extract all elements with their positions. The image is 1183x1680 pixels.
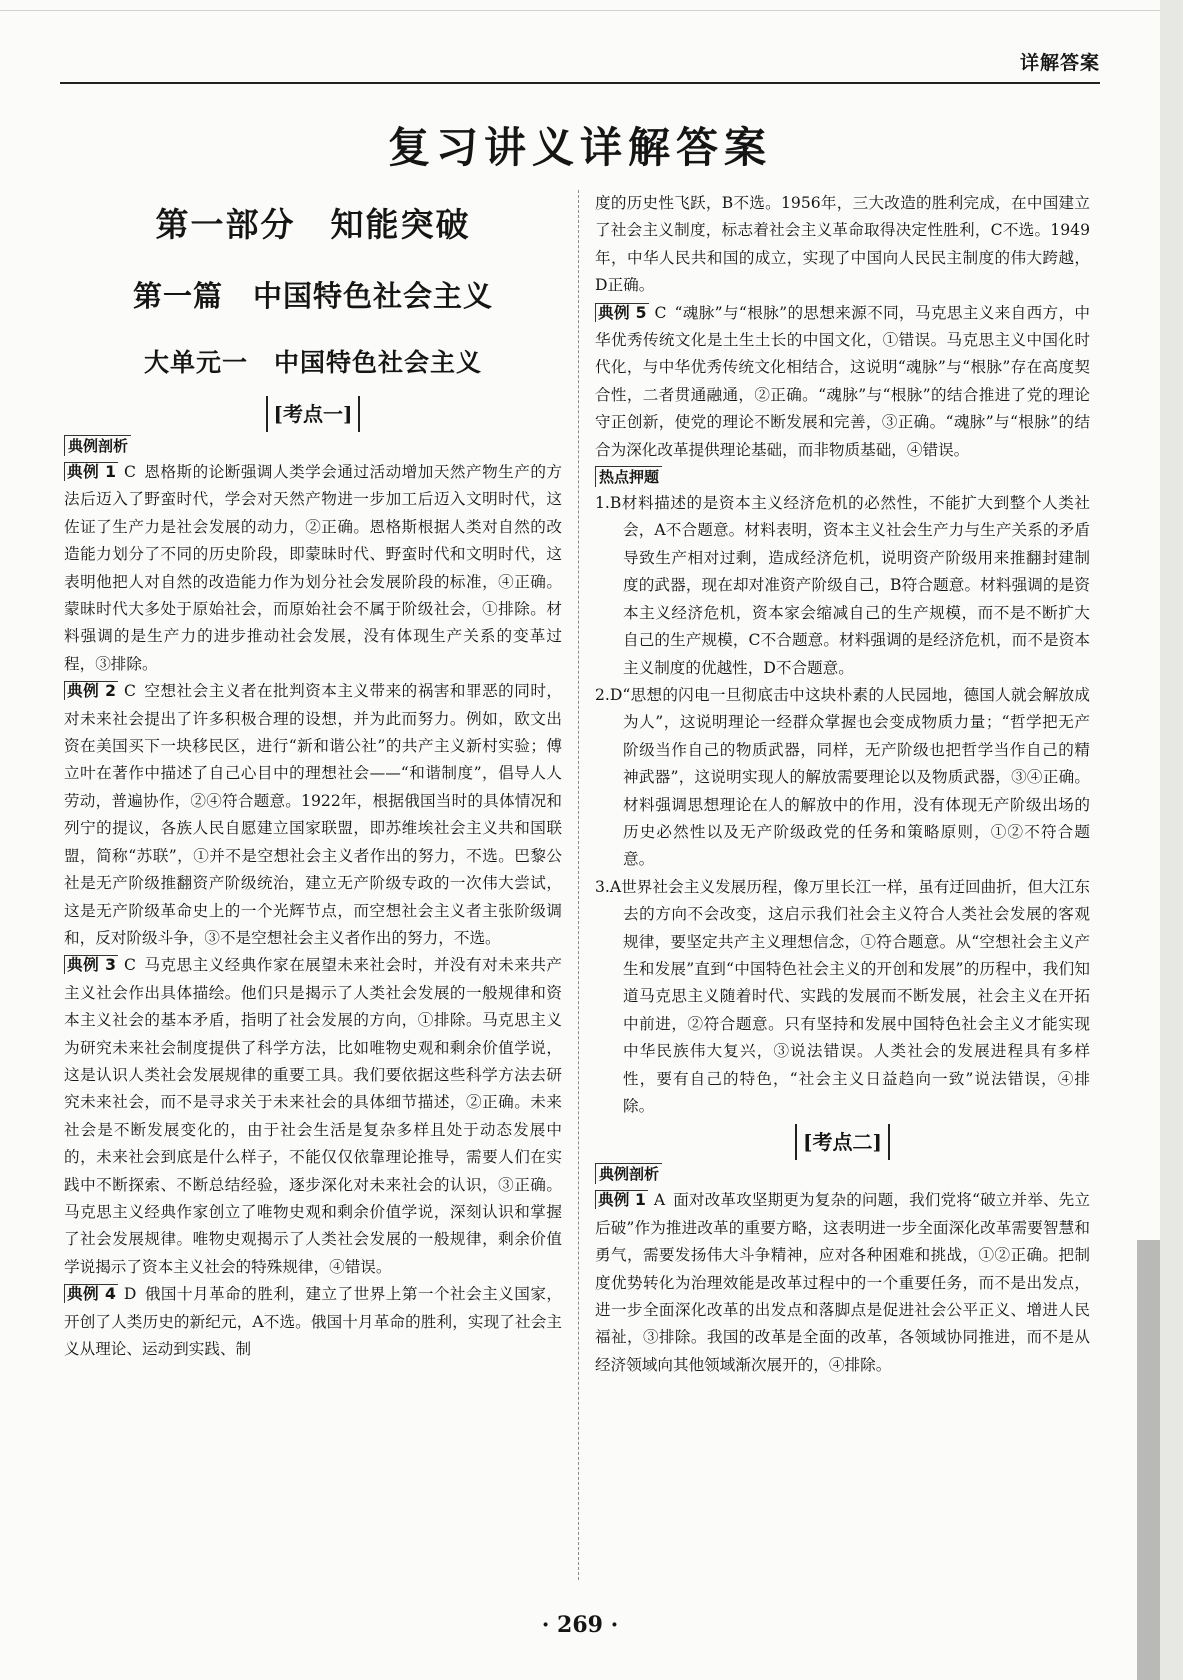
page-number: · 269 · [541,1612,619,1638]
section-tag-dianli: 典例剖析 [64,434,562,459]
hot-question-2 [595,682,1090,874]
question-number: 1.B [595,494,622,513]
example-text: 恩格斯的论断强调人类学会通过活动增加天然产物生产的方法后迈入了野蛮时代，学会对天然产物进一步加工后迈入文明时代，这佐证了生产力是社会发展的动力，②正确。恩格斯根据人类对自然的改造能力划分了不同的历史阶段，即蒙昧时代、野蛮时代和文明时代，这表明他把人对自然的改造能力作为划分社会发展阶段的标准，④正确。蒙昧时代大多处于原始社会，而原始社会不属于阶级社会，①排除。材料强调的是生产力的进步推动社会发展，没有体现生产关系的变革过程，③排除。 [64,463,562,673]
hot-question-1 [595,490,1090,682]
question-text: 材料描述的是资本主义经济危机的必然性，不能扩大到整个人类社会，A不合题意。材料表明，资本主义社会生产力与生产关系的矛盾导致生产相对过剩，造成经济危机，说明资产阶级用来推翻封建制度的武器，现在却对准资产阶级自己，B符合题意。材料强调的是资本主义经济危机，资本家会缩减自己的生产规模，而不是不断扩大自己的生产规模，C不合题意。材料强调的是经济危机，而不是资本主义制度的优越性，D不合题意。 [621,494,1090,677]
example-text: 马克思主义经典作家在展望未来社会时，并没有对未来共产主义社会作出具体描绘。他们只是揭示了人类社会发展的一般规律和资本主义社会的基本矛盾，指明了社会发展的方向，①排除。马克思主义为研究未来社会制度提供了科学方法，比如唯物史观和剩余价值学说，这是认识人类社会发展规律的重要工具。我们要依据这些科学方法去研究未来社会，而不是寻求关于未来社会的具体细节描述，②正确。未来社会是不断发展变化的，由于社会生活是复杂多样且处于动态发展中的，未来社会到底是什么样子，不能仅仅依靠理论推导，需要人们在实践中不断探索、不断总结经验，逐步深化对未来社会的认识，③正确。马克思主义经典作家创立了唯物史观和剩余价值学说，深刻认识和掌握了社会发展规律。唯物史观揭示了人类社会发展的一般规律，剩余价值学说揭示了资本主义社会的特殊规律，④错误。 [64,956,562,1276]
column-divider [578,190,579,1580]
hot-question-3 [595,874,1090,1121]
example-5 [595,300,1090,464]
running-header: 详解答案 [1019,52,1100,74]
scan-edge-line [0,10,1160,11]
header-rule [60,82,1100,84]
example-label: 典例 4 [64,1284,118,1303]
example-text: 俄国十月革命的胜利，建立了世界上第一个社会主义国家，开创了人类历史的新纪元，A不选。俄国十月革命的胜利，实现了社会主义从理论、运动到实践、制 [64,1285,562,1358]
unit-title: 大单元一 中国特色社会主义 [143,348,482,377]
answer-letter: C [123,956,136,975]
answer-letter: D [123,1285,137,1304]
kaodian-heading-1: [考点一] [64,396,562,432]
question-text: “思想的闪电一旦彻底击中这块朴素的人民园地，德国人就会解放成为人”，这说明理论一经群众掌握也会变成物质力量；“哲学把无产阶级当作自己的物质武器，同样，无产阶级也把哲学当作自己的精神武器”，这说明实现人的解放需要理论以及物质武器，③④正确。材料强调思想理论在人的解放中的作用，没有体现无产阶级出场的历史必然性以及无产阶级政党的任务和策略原则，①②不符合题意。 [622,685,1090,869]
section-tag-dianli-2: 典例剖析 [595,1162,1090,1187]
kaodian2-example-1 [595,1187,1090,1379]
example-1 [64,459,562,678]
book-title: 第一篇 中国特色社会主义 [132,279,493,313]
question-number: 2.D [595,685,623,704]
example-text: “魂脉”与“根脉”的思想来源不同，马克思主义来自西方，中华优秀传统文化是土生土长的中国文化，①错误。马克思主义中国化时代化，与中华优秀传统文化相结合，这说明“魂脉”与“根脉”存在高度契合性，二者贯通融通，②正确。“魂脉”与“根脉”的结合推进了党的理论守正创新，使党的理论不断发展和完善，③正确。“魂脉”与“根脉”的结合为深化改革提供理论基础，而非物质基础，④错误。 [595,303,1090,459]
example-4-continued: 度的历史性飞跃，B不选。1956年，三大改造的胜利完成，在中国建立了社会主义制度，标志着社会主义革命取得决定性胜利，C不选。1949年，中华人民共和国的成立，实现了中国向人民民主制度的伟大跨越，D正确。 [595,194,1090,295]
kaodian-heading-2: [考点二] [595,1124,1090,1160]
question-text: 世界社会主义发展历程，像万里长江一样，虽有迂回曲折，但大江东去的方向不会改变，这启示我们社会主义符合人类社会发展的客观规律，要坚定共产主义理想信念，①符合题意。从“空想社会主义产生和发展”直到“中国特色社会主义的开创和发展”的历程中，我们知道马克思主义随着时代、实践的发展而不断发展，社会主义在开拓中前进，②符合题意。只有坚持和发展中国特色社会主义才能实现中华民族伟大复兴，③说法错误。人类社会的发展进程具有多样性，要有自己的特色，“社会主义日益趋向一致”说法错误，④排除。 [621,877,1090,1115]
part-title: 第一部分 知能突破 [155,205,471,244]
example-3 [64,952,562,1281]
example-text: 空想社会主义者在批判资本主义带来的祸害和罪恶的同时，对未来社会提出了许多积极合理的设想，并为此而努力。例如，欧文出资在美国买下一块移民区，进行“新和谐公社”的共产主义新村实验；傅立叶在著作中描述了自己心目中的理想社会——“和谐制度”，倡导人人劳动，普遍协作，②④符合题意。1922年，根据俄国当时的具体情况和列宁的提议，各族人民自愿建立国家联盟，即苏维埃社会主义共和国联盟，简称“苏联”，①并不是空想社会主义者作出的努力，不选。巴黎公社是无产阶级推翻资产阶级统治，建立无产阶级专政的一次伟大尝试，这是无产阶级革命史上的一个光辉节点，而空想社会主义者主张阶级调和，反对阶级斗争，③不是空想社会主义者作出的努力，不选。 [64,682,562,947]
example-label: 典例 1 [64,462,118,481]
left-column [64,198,562,1363]
example-label: 典例 1 [595,1190,648,1209]
page-title: 复习讲义详解答案 [387,123,772,172]
right-column [595,190,1090,1379]
answer-letter: C [654,303,667,322]
example-text: 面对改革攻坚期更为复杂的问题，我们党将“破立并举、先立后破”作为推进改革的重要方略，这表明进一步全面深化改革需要智慧和勇气，需要发扬伟大斗争精神，应对各种困难和挑战，①②正确。把制度优势转化为治理效能是改革过程中的一个重要任务，而不是出发点，进一步全面深化改革的出发点和落脚点是促进社会公平正义、增进人民福祉，③排除。我国的改革是全面的改革，各领域协同推进，而不是从经济领域向其他领域渐次展开的，④排除。 [595,1191,1090,1374]
example-label: 典例 5 [595,303,649,322]
example-2 [64,678,562,952]
answer-letter: A [653,1191,666,1210]
example-label: 典例 3 [64,955,118,974]
example-label: 典例 2 [64,681,118,700]
section-tag-redian: 热点押题 [595,465,1090,490]
example-4 [64,1281,562,1363]
answer-letter: C [123,682,136,701]
question-number: 3.A [595,877,622,896]
answer-letter: C [123,463,136,481]
